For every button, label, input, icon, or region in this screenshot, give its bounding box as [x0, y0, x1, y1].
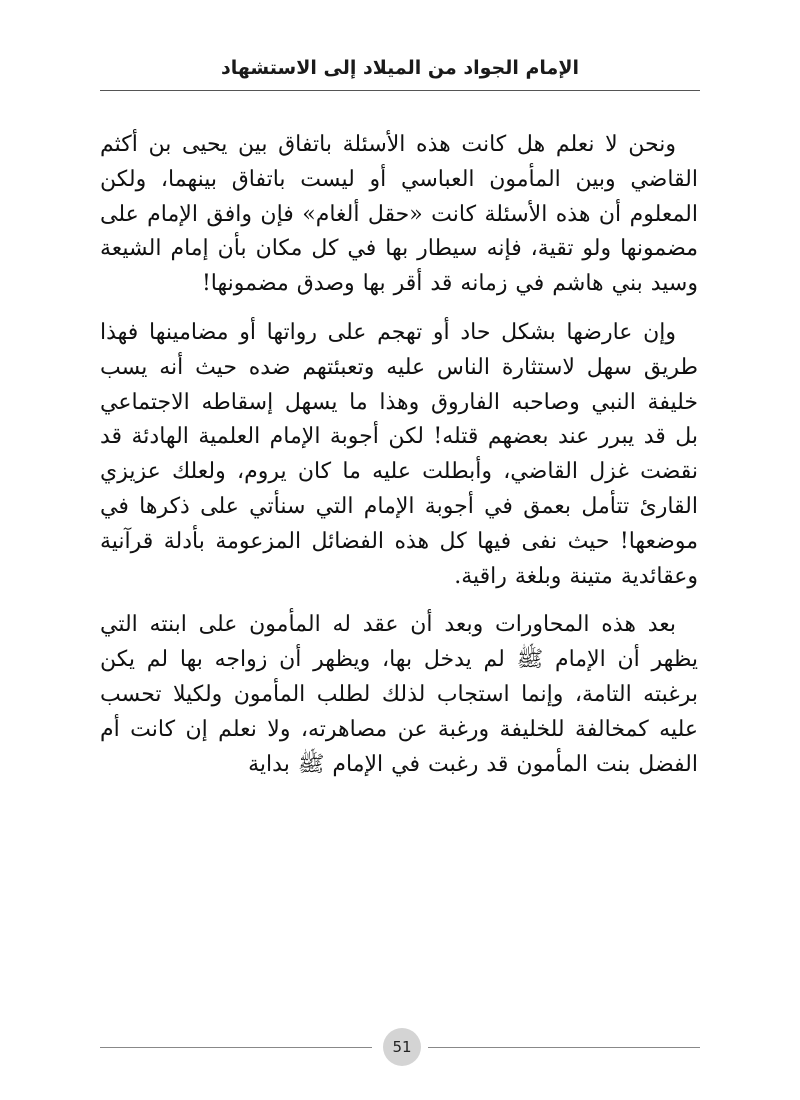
footer-divider-right — [428, 1047, 700, 1048]
running-header-title: الإمام الجواد من الميلاد إلى الاستشهاد — [221, 57, 579, 79]
header-divider — [100, 90, 700, 91]
page-number: 51 — [383, 1028, 421, 1066]
paragraph-3: بعد هذه المحاورات وبعد أن عقد له المأمون على ابنته التي يظهر أن الإمام ﷺ لم يدخل بها، ويظهر أن زواجه بها لم يكن برغبته التامة، وإنما استجاب لذلك لطلب المأمون ولكيلا تحسب عليه كمخالفة للخليفة ورغبة عن مصاهرته، ولا نعلم إن كانت أم الفضل بنت المأمون قد رغبت في الإمام ﷺ بداية — [100, 612, 698, 777]
paragraph-1: ونحن لا نعلم هل كانت هذه الأسئلة باتفاق بين يحيى بن أكثم القاضي وبين المأمون العباسي أو ليست باتفاق بينهما، ولكن المعلوم أن هذه الأسئلة كانت «حقل ألغام» فإن وافق الإمام على مضمونها ولو تقية، فإنه سيطار بها في كل مكان بأن إمام الشيعة وسيد بني هاشم في زمانه قد أقر بها وصدق مضمونها! — [100, 132, 698, 297]
paragraph-2: وإن عارضها بشكل حاد أو تهجم على رواتها أو مضامينها فهذا طريق سهل لاستثارة الناس عليه وتعبئتهم ضده حيث أنه يسب خليفة النبي وصاحبه الفاروق وهذا ما يسهل إسقاطه الاجتماعي بل قد يبرر عند بعضهم قتله! لكن أجوبة الإمام العلمية الهادئة قد نقضت غزل القاضي، وأبطلت عليه ما كان يروم، ولعلك عزيزي القارئ تتأمل بعمق في أجوبة الإمام التي سنأتي على ذكرها في موضعها! حيث نفى فيها كل هذه الفضائل المزعومة بأدلة قرآنية وعقائدية متينة وبلغة راقية. — [100, 319, 698, 589]
footer-divider-left — [100, 1047, 372, 1048]
page-footer — [100, 1026, 700, 1066]
body-text — [100, 128, 698, 796]
